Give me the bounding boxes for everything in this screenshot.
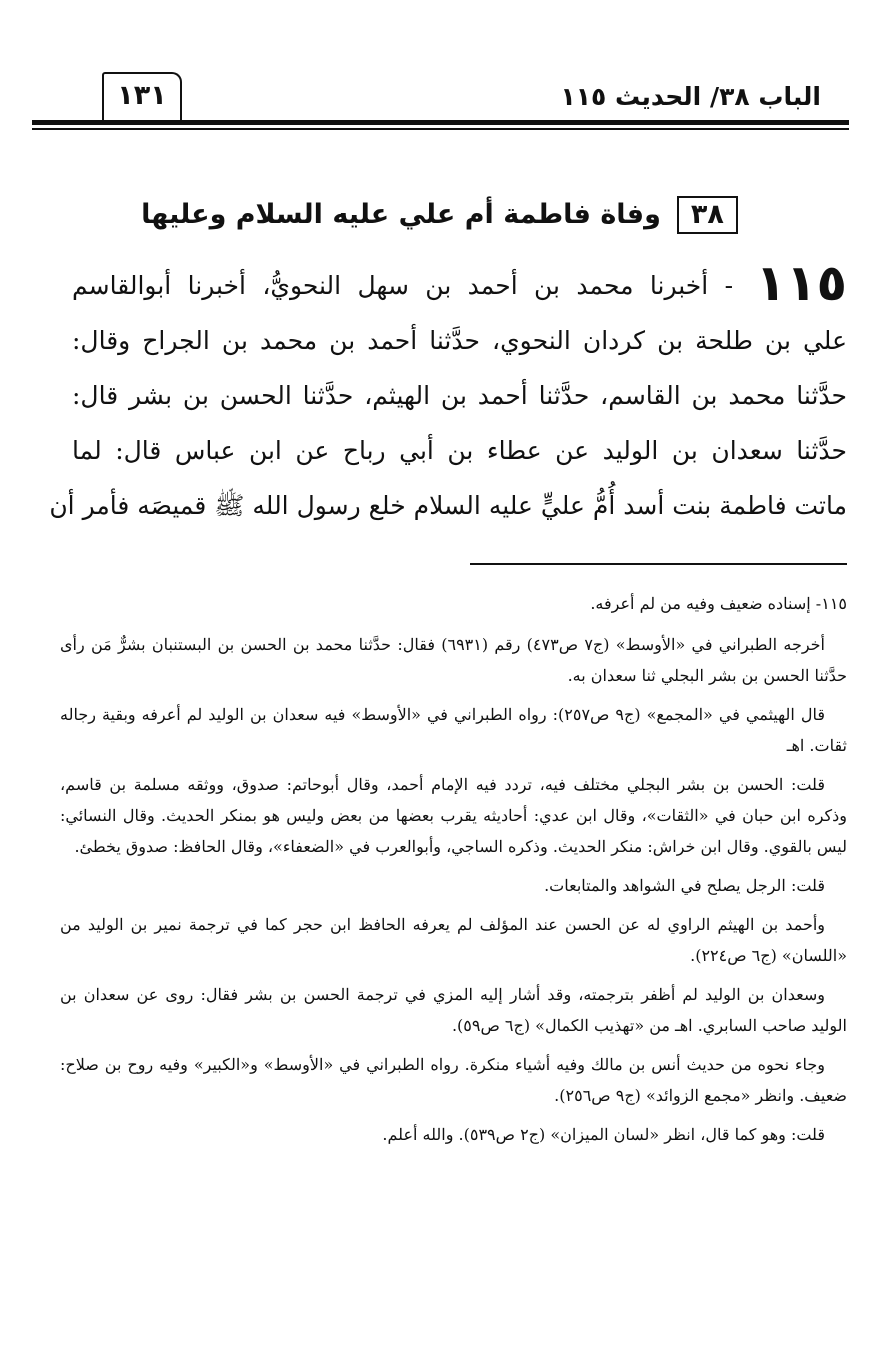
footnote-paragraph: قلت: الرجل يصلح في الشواهد والمتابعات.	[544, 876, 825, 895]
footnote-heading: ١١٥- إسناده ضعيف وفيه من لم أعرفه.	[590, 594, 847, 613]
footnote-paragraph: أخرجه الطبراني في «الأوسط» (ج٧ ص٤٧٣) رقم (٦٩٣١) فقال: حدَّثنا محمد بن الحسن بن البستنبان بشرٌّ مَن رأى حدَّثنا الحسن بن بشر البجلي ثنا سعدان به.	[60, 635, 847, 685]
hadith-line-1-text: - أخبرنا محمد بن أحمد بن سهل النحويُّ، أخبرنا أبوالقاسم	[72, 271, 734, 300]
hadith-line-2: علي بن طلحة بن كردان النحوي، حدَّثنا أحمد بن محمد بن الجراح وقال:	[72, 326, 847, 355]
footnote-paragraph: وسعدان بن الوليد لم أظفر بترجمته، وقد أشار إليه المزي في ترجمة الحسن بن بشر فقال: روى عن سعدان بن الوليد صاحب السابري. اهـ من «تهذيب الكمال» (ج٦ ص٥٩).	[60, 985, 847, 1035]
chapter-title: وفاة فاطمة أم علي عليه السلام وعليها	[141, 199, 661, 230]
footnotes	[60, 588, 847, 1158]
hadith-line-5: ماتت فاطمة بنت أسد أُمُّ عليٍّ عليه السلام خلع رسول الله ﷺ قميصَه فأمر أن	[49, 491, 847, 520]
footnote-separator	[470, 563, 847, 565]
footnote-paragraph: قال الهيثمي في «المجمع» (ج٩ ص٢٥٧): رواه الطبراني في «الأوسط» فيه سعدان بن الوليد لم أعرفه وبقية رجاله ثقات. اهـ	[60, 705, 847, 755]
hadith-text	[49, 254, 847, 533]
chapter-number: ٣٨	[677, 196, 738, 234]
chapter-heading	[0, 196, 879, 234]
hadith-number: ١١٥	[755, 254, 847, 312]
footnote-paragraph: قلت: الحسن بن بشر البجلي مختلف فيه، تردد فيه الإمام أحمد، وقال أبوحاتم: صدوق، ووثقه مسلمة بن قاسم، وذكره ابن حبان في «الثقات»، وقال ابن عدي: أحاديثه يقرب بعضها من بعض وليس هو بمنكر الحديث. وقال النسائي: ليس بالقوي. وقال ابن خراش: منكر الحديث. وذكره الساجي، وأبوالعرب في «الضعفاء»، وقال الحافظ: صدوق يخطئ.	[60, 775, 847, 856]
page-number: ١٣١	[102, 72, 182, 120]
footnote-paragraph: وأحمد بن الهيثم الراوي له عن الحسن عند المؤلف لم يعرفه الحافظ ابن حجر كما في ترجمة نمير بن الوليد من «اللسان» (ج٦ ص٢٢٤).	[60, 915, 847, 965]
footnote-paragraph: قلت: وهو كما قال، انظر «لسان الميزان» (ج٢ ص٥٣٩). والله أعلم.	[382, 1125, 825, 1144]
header-title: الباب ٣٨/ الحديث ١١٥	[560, 82, 821, 111]
hadith-line-4: حدَّثنا سعدان بن الوليد عن عطاء بن أبي رباح عن ابن عباس قال: لما	[72, 436, 847, 465]
header-rule-thin	[32, 128, 849, 130]
hadith-line-1	[72, 256, 847, 313]
footnote-paragraph: وجاء نحوه من حديث أنس بن مالك وفيه أشياء منكرة. رواه الطبراني في «الأوسط» و«الكبير» وفيه روح بن صلاح: ضعيف. وانظر «مجمع الزوائد» (ج٩ ص٢٥٦).	[60, 1055, 847, 1105]
running-header	[72, 80, 849, 120]
hadith-line-3: حدَّثنا محمد بن القاسم، حدَّثنا أحمد بن الهيثم، حدَّثنا الحسن بن بشر قال:	[72, 381, 847, 410]
header-rule	[32, 120, 849, 125]
